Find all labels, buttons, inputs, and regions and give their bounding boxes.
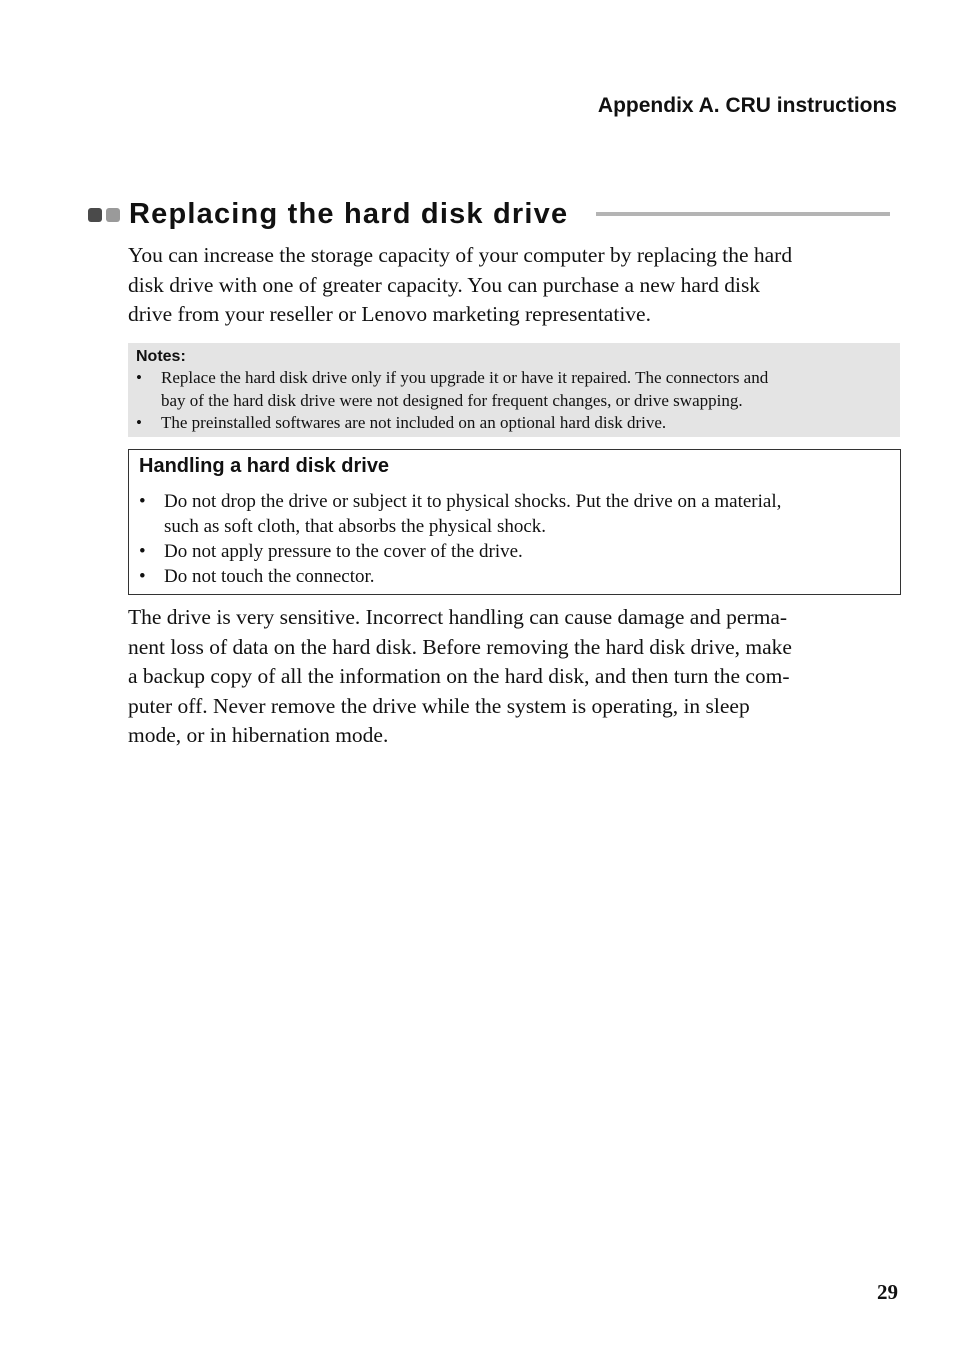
note-line: The preinstalled softwares are not included on an optional hard disk drive. [161, 413, 667, 432]
page-number: 29 [877, 1280, 898, 1304]
body-line: The drive is very sensitive. Incorrect handling can cause damage and perma- [128, 605, 788, 629]
body-line: a backup copy of all the information on the hard disk, and then turn the com- [128, 664, 790, 688]
handling-item [139, 564, 890, 589]
title-rule [596, 212, 890, 216]
handling-item [139, 489, 890, 539]
intro-line: drive from your reseller or Lenovo marketing representative. [128, 302, 651, 326]
intro-paragraph [128, 241, 900, 330]
heading-bullets-icon [88, 208, 122, 222]
handling-line: such as soft cloth, that absorbs the physical shock. [164, 516, 547, 537]
notes-list [136, 367, 892, 435]
handling-line: Do not touch the connector. [164, 566, 375, 587]
intro-line: disk drive with one of greater capacity. You can purchase a new hard disk [128, 272, 761, 297]
note-item [136, 412, 892, 435]
handling-box [128, 449, 901, 595]
body-line: mode, or in hibernation mode. [128, 723, 389, 747]
body-line: puter off. Never remove the drive while the system is operating, in sleep [128, 693, 750, 718]
intro-line: You can increase the storage capacity of your computer by replacing the hard [128, 243, 793, 267]
note-item [136, 367, 892, 412]
notes-box [128, 343, 900, 437]
note-line: bay of the hard disk drive were not designed for frequent changes, or drive swapping. [161, 390, 743, 410]
dark-square-icon [88, 208, 102, 222]
section-heading [88, 196, 890, 232]
running-header: Appendix A. CRU instructions [597, 94, 897, 117]
bullet: • [136, 368, 142, 387]
handling-item [139, 539, 890, 564]
body-line: nent loss of data on the hard disk. Before removing the hard disk drive, make [128, 634, 792, 659]
bullet: • [139, 566, 146, 587]
handling-list [139, 489, 890, 589]
section-title: Replacing the hard disk drive [129, 198, 569, 230]
note-line: Replace the hard disk drive only if you upgrade it or have it repaired. The connectors and [161, 368, 769, 387]
handling-line: Do not drop the drive or subject it to physical shocks. Put the drive on a material, [164, 491, 782, 512]
bullet: • [139, 541, 146, 562]
handling-line: Do not apply pressure to the cover of the drive. [164, 541, 523, 562]
notes-title: Notes: [136, 348, 186, 365]
bullet: • [139, 491, 146, 512]
light-square-icon [106, 208, 120, 222]
body-paragraph [128, 603, 900, 751]
bullet: • [136, 413, 142, 432]
handling-title: Handling a hard disk drive [139, 455, 390, 477]
